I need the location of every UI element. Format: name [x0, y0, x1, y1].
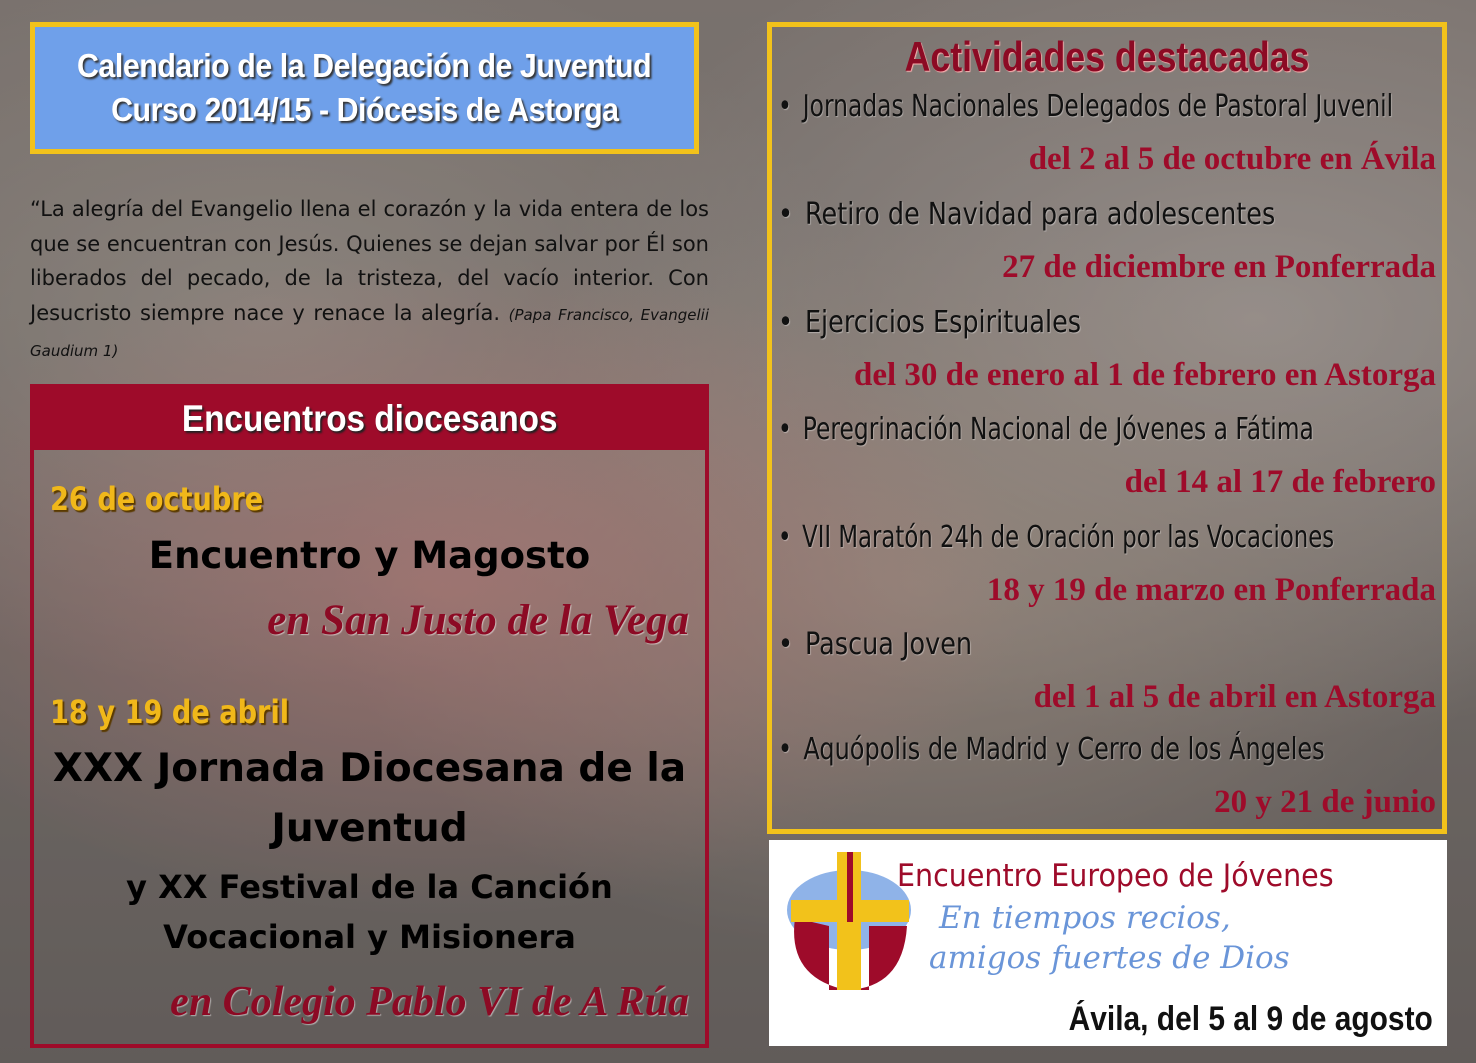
bullet-icon: •: [778, 520, 792, 555]
activity-2-name: • Retiro de Navidad para adolescentes: [778, 197, 1276, 232]
activity-2-when: 27 de diciembre en Ponferrada: [1002, 249, 1436, 285]
event-1-place: en San Justo de la Vega: [267, 597, 689, 644]
bullet-icon: •: [778, 197, 794, 232]
title-line-1: Calendario de la Delegación de Juventud: [77, 47, 652, 84]
activity-5-when: 18 y 19 de marzo en Ponferrada: [986, 572, 1436, 608]
event-1-title: Encuentro y Magosto: [148, 534, 591, 577]
event-2-title-line-1: XXX Jornada Diocesana de la: [52, 746, 687, 791]
event-2-place: en Colegio Pablo VI de A Rúa: [170, 979, 689, 1025]
quote-text: “La alegría del Evangelio llena el corazón y la vida entera de los que se encuentran con Jesús. Quienes se dejan salvar por Él son liberados del pecado, de la tristeza, del vacío interior. Con Jesucristo siempre nace y renace la alegría.: [30, 197, 709, 325]
activity-5-name: • VII Maratón 24h de Oración por las Vocaciones: [778, 520, 1335, 555]
title-line-2: Curso 2014/15 - Diócesis de Astorga: [110, 91, 619, 128]
activity-3-name: • Ejercicios Espirituales: [778, 305, 1082, 340]
activity-1-when: del 2 al 5 de octubre en Ávila: [1028, 141, 1436, 177]
activity-4-name: • Peregrinación Nacional de Jóvenes a Fátima: [778, 412, 1314, 447]
actividades-heading: Actividades destacadas: [904, 33, 1310, 80]
encuentros-heading: Encuentros diocesanos: [181, 398, 558, 439]
event-1-date: 26 de octubre: [50, 480, 264, 518]
quote-citation: (Papa Francisco, Evangelii Gaudium 1): [30, 305, 709, 360]
activity-6-name: • Pascua Joven: [778, 627, 973, 662]
pope-quote: [30, 192, 709, 369]
activity-7-name: • Aquópolis de Madrid y Cerro de los Ángeles: [778, 732, 1325, 767]
encuentro-europeo-panel: [769, 840, 1447, 1046]
calendar-title-box: [30, 22, 699, 154]
bullet-icon: •: [778, 627, 794, 662]
encuentros-box: [30, 384, 709, 1048]
actividades-box: [767, 22, 1447, 834]
encuentros-header: [34, 388, 705, 450]
activity-1-name: • Jornadas Nacionales Delegados de Pastoral Juvenil: [778, 89, 1394, 124]
event-2-subtitle-line-2: Vocacional y Misionera: [163, 918, 576, 956]
logo-place-dates: Ávila, del 5 al 9 de agosto: [1068, 1000, 1433, 1038]
logo-motto-line-2: amigos fuertes de Dios: [929, 940, 1290, 976]
activity-6-when: del 1 al 5 de abril en Astorga: [1033, 679, 1436, 715]
bullet-icon: •: [778, 89, 792, 124]
logo-motto-line-1: En tiempos recios,: [939, 900, 1231, 936]
logo-title: Encuentro Europeo de Jóvenes: [897, 858, 1334, 894]
bullet-icon: •: [778, 732, 793, 767]
bullet-icon: •: [778, 305, 794, 340]
activity-4-when: del 14 al 17 de febrero: [1124, 464, 1436, 500]
event-2-title-line-2: Juventud: [271, 806, 468, 851]
activity-7-when: 20 y 21 de junio: [1214, 784, 1436, 820]
event-2-date: 18 y 19 de abril: [50, 693, 290, 731]
bullet-icon: •: [778, 412, 792, 447]
event-2-subtitle-line-1: y XX Festival de la Canción: [126, 868, 613, 906]
activity-3-when: del 30 de enero al 1 de febrero en Astorga: [853, 357, 1436, 393]
